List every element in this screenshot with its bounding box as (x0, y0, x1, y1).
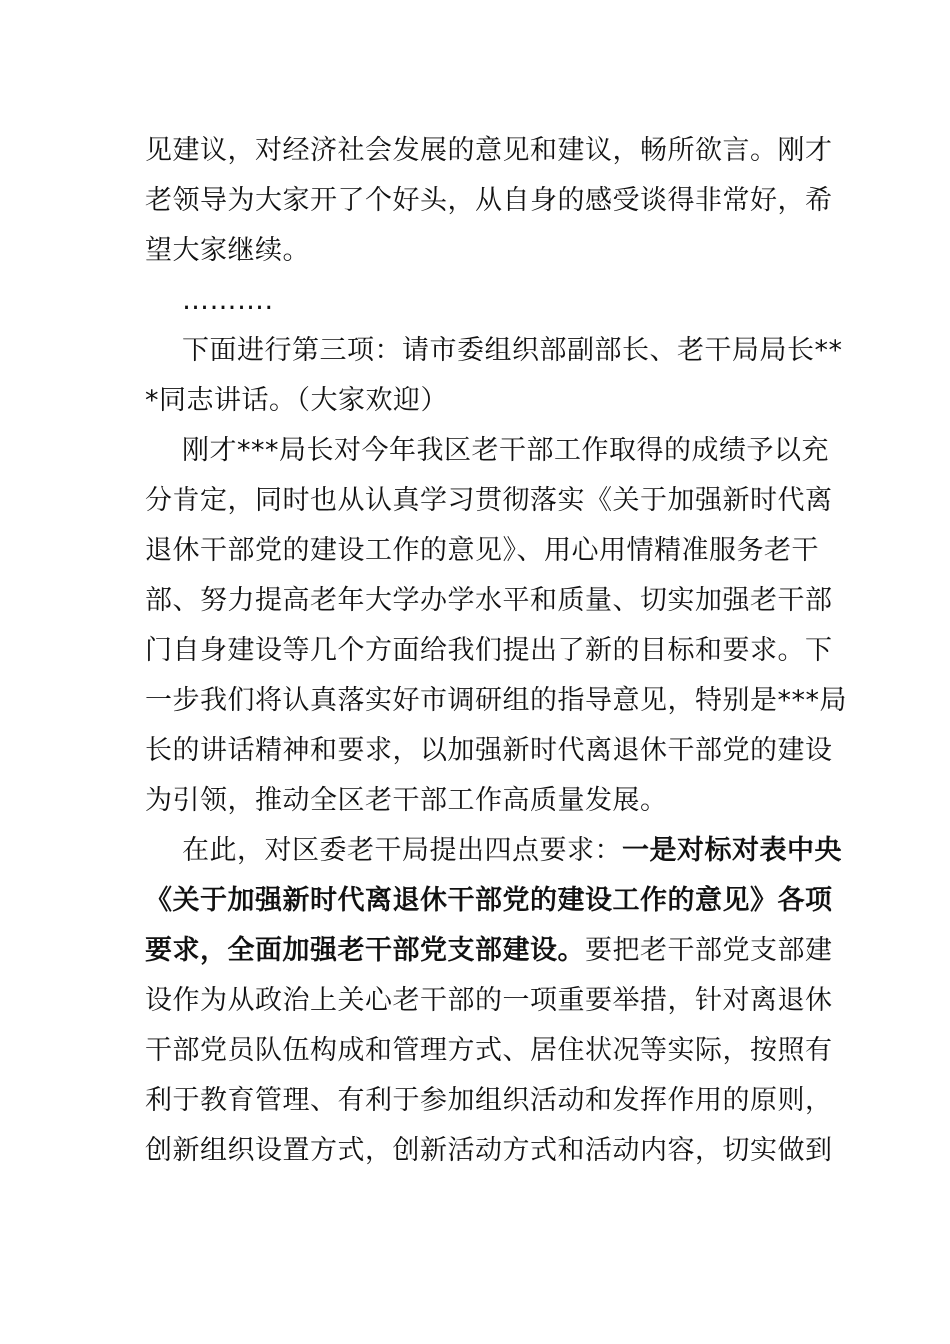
ellipsis-line: ………. (182, 285, 274, 316)
bold-heading-line: 《关于加强新时代离退休干部党的建设工作的意见》各项 (145, 885, 833, 916)
paragraph-line: 利于教育管理、有利于参加组织活动和发挥作用的原则， (145, 1085, 833, 1116)
paragraph-line: 设作为从政治上关心老干部的一项重要举措，针对离退休 (145, 985, 833, 1016)
paragraph-line: 望大家继续。 (145, 235, 310, 266)
bold-heading-text: 一是对标对表中央 (622, 835, 842, 866)
paragraph-line (145, 826, 842, 876)
paragraph-line: 见建议，对经济社会发展的意见和建议，畅所欲言。刚才 (145, 135, 833, 166)
paragraph-line: 创新组织设置方式，创新活动方式和活动内容，切实做到 (145, 1135, 833, 1166)
paragraph-line: 部、努力提高老年大学办学水平和质量、切实加强老干部 (145, 585, 833, 616)
paragraph-line: 退休干部党的建设工作的意见》、用心用情精准服务老干 (145, 535, 819, 566)
paragraph-line: 门自身建设等几个方面给我们提出了新的目标和要求。下 (145, 635, 833, 666)
plain-text: 在此，对区委老干局提出四点要求： (182, 835, 622, 866)
paragraph-line (145, 926, 833, 976)
paragraph-line: 长的讲话精神和要求，以加强新时代离退休干部党的建设 (145, 735, 833, 766)
paragraph-line: 干部党员队伍构成和管理方式、居住状况等实际，按照有 (145, 1035, 833, 1066)
document-body (145, 126, 847, 1176)
paragraph-line: 为引领，推动全区老干部工作高质量发展。 (145, 785, 668, 816)
paragraph-line: 老领导为大家开了个好头，从自身的感受谈得非常好，希 (145, 185, 833, 216)
bold-heading-text: 要求，全面加强老干部党支部建设。 (145, 935, 585, 966)
paragraph-line: 分肯定，同时也从认真学习贯彻落实《关于加强新时代离 (145, 485, 833, 516)
paragraph-line: 下面进行第三项：请市委组织部副部长、老干局局长** (182, 335, 843, 366)
plain-text: 要把老干部党支部建 (585, 935, 833, 966)
paragraph-line: 刚才***局长对今年我区老干部工作取得的成绩予以充 (182, 435, 829, 466)
paragraph-line: *同志讲话。（大家欢迎） (145, 385, 448, 416)
paragraph-line: 一步我们将认真落实好市调研组的指导意见，特别是***局 (145, 685, 847, 716)
